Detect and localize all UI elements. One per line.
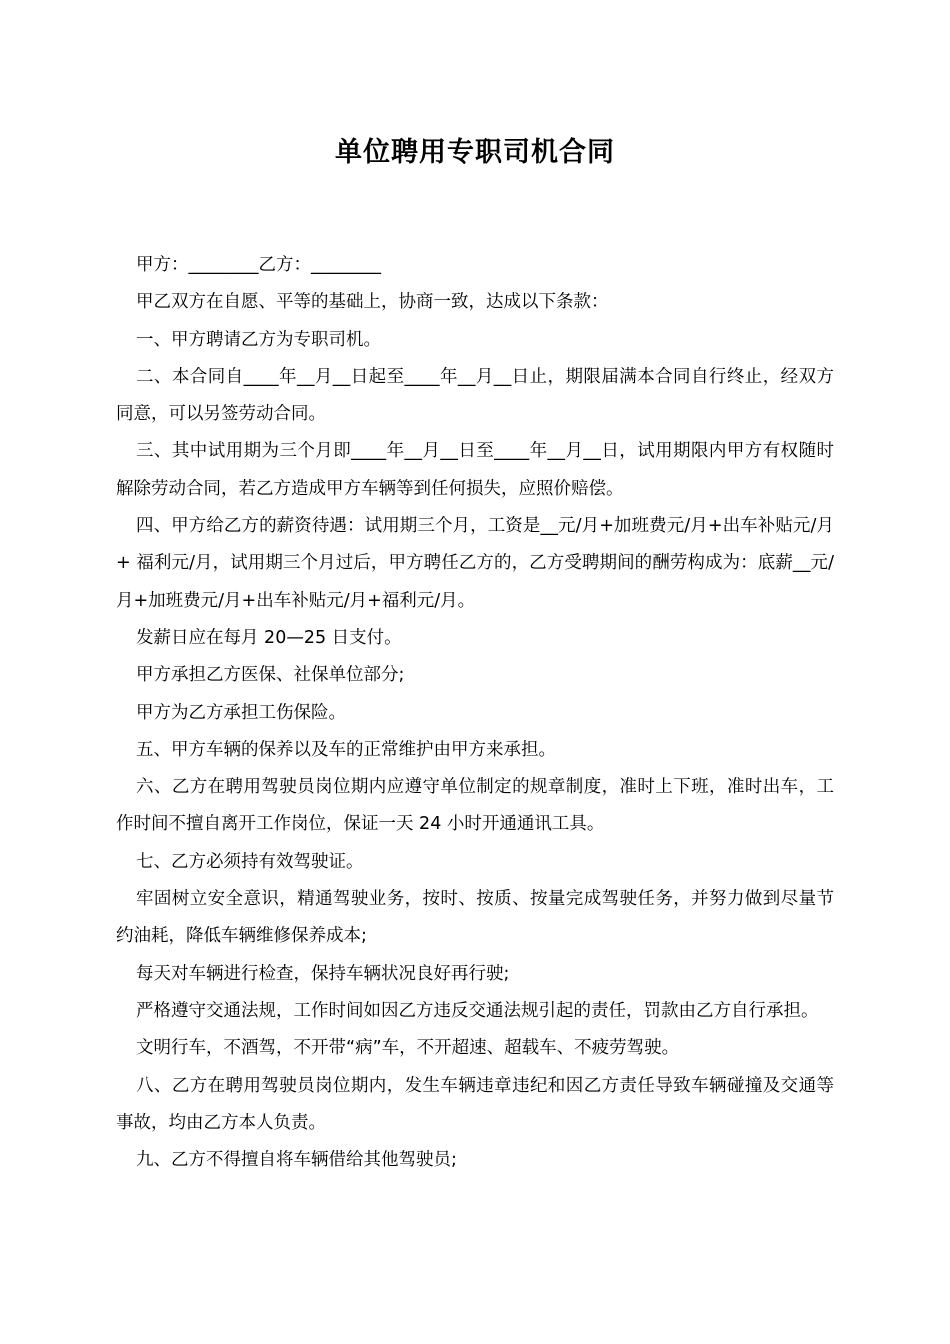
- clause-7-traffic-law: 严格遵守交通法规，工作时间如因乙方违反交通法规引起的责任，罚款由乙方自行承担。: [136, 1000, 819, 1021]
- clause-9: 九、乙方不得擅自将车辆借给其他驾驶员;: [136, 1150, 457, 1171]
- intro-paragraph: 甲乙双方在自愿、平等的基础上，协商一致，达成以下条款：: [136, 292, 609, 313]
- clause-7: 七、乙方必须持有效驾驶证。: [136, 851, 364, 872]
- clause-6: 六、乙方在聘用驾驶员岗位期内应遵守单位制定的规章制度，准时上下班，准时出车，工作时间不擅自离开工作岗位，保证一天 24 小时开通通讯工具。: [116, 777, 834, 835]
- clause-4-payday: 发薪日应在每月 20—25 日支付。: [136, 627, 402, 648]
- clause-3: 三、其中试用期为三个月即____年__月__日至____年__月__日，试用期限内甲方有权随时解除劳动合同，若乙方造成甲方车辆等到任何损失，应照价赔偿。: [116, 441, 834, 499]
- clause-2: 二、本合同自____年__月__日起至____年__月__日止，期限届满本合同自行终止，经双方同意，可以另签劳动合同。: [116, 366, 834, 425]
- clause-7-safety: 牢固树立安全意识，精通驾驶业务，按时、按质、按量完成驾驶任务，并努力做到尽量节约油耗，降低车辆维修保养成本;: [116, 889, 834, 947]
- document-body: [116, 247, 834, 1179]
- party-line: 甲方：________乙方：________: [136, 255, 381, 275]
- clause-5: 五、甲方车辆的保养以及车的正常维护由甲方来承担。: [136, 739, 556, 760]
- clause-7-civil-driving: 文明行车，不酒驾，不开带“病”车，不开超速、超载车、不疲劳驾驶。: [136, 1038, 680, 1059]
- clause-4-injury-insurance: 甲方为乙方承担工伤保险。: [136, 702, 346, 723]
- clause-7-inspection: 每天对车辆进行检查，保持车辆状况良好再行驶;: [136, 963, 510, 984]
- document-title: 单位聘用专职司机合同: [335, 137, 615, 168]
- clause-1: 一、甲方聘请乙方为专职司机。: [136, 329, 381, 350]
- clause-4: 四、甲方给乙方的薪资待遇：试用期三个月，工资是__元/月+加班费元/月+出车补贴元/月+ 福利元/月，试用期三个月过后，甲方聘任乙方的，乙方受聘期间的酬劳构成为：底薪__元/月+加班费元/月+出车补贴元/月+福利元/月。: [116, 516, 834, 611]
- clause-4-insurance: 甲方承担乙方医保、社保单位部分;: [136, 665, 405, 686]
- clause-8: 八、乙方在聘用驾驶员岗位期内，发生车辆违章违纪和因乙方责任导致车辆碰撞及交通等事故，均由乙方本人负责。: [116, 1075, 834, 1133]
